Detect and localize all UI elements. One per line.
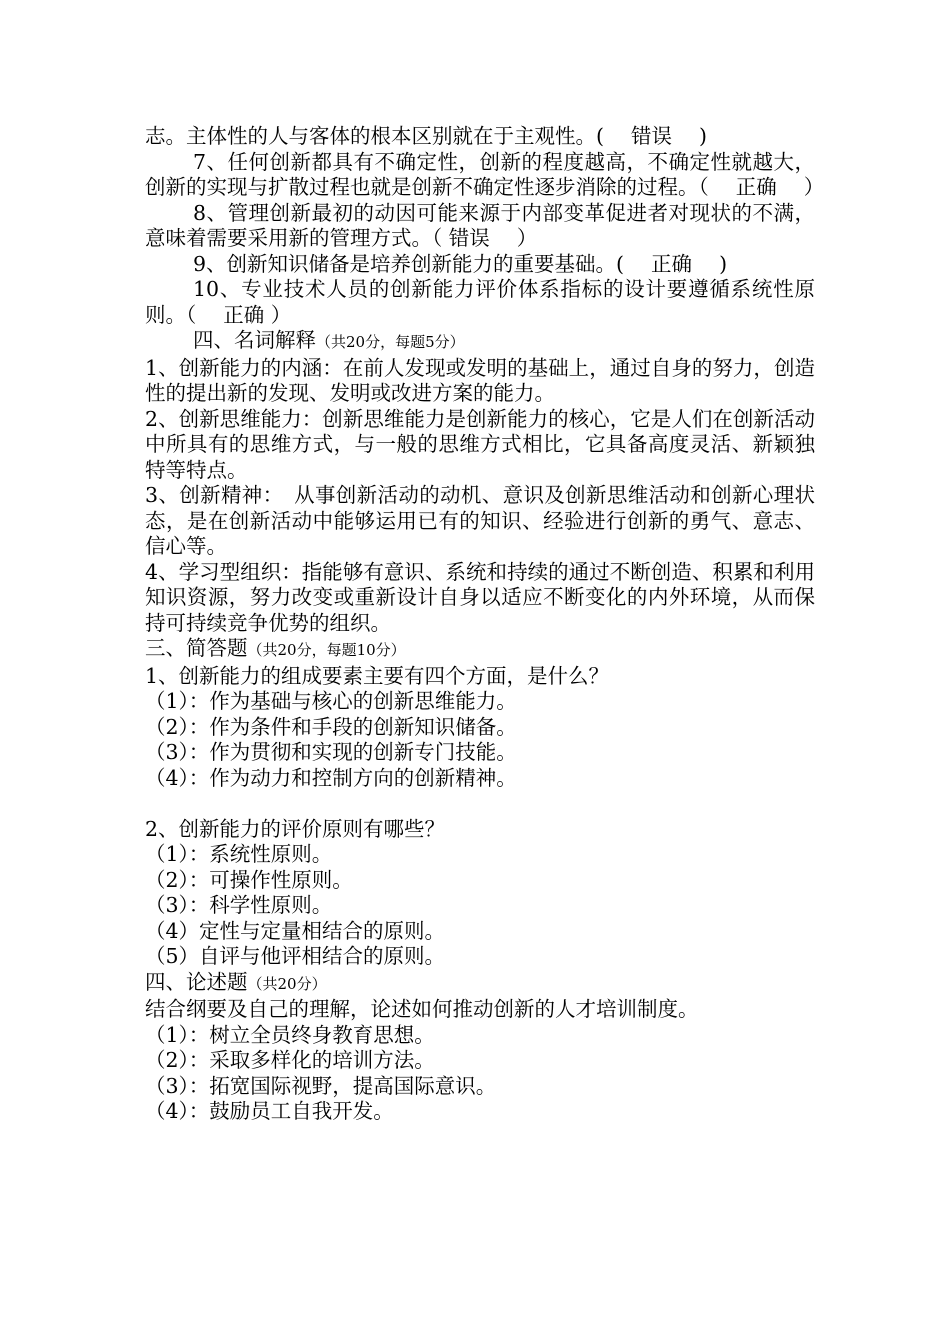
short-q2-answer-3: （3）：科学性原则。 xyxy=(145,893,333,917)
terms-heading-note: （共20分，每题5分） xyxy=(316,333,465,351)
essay-question: 结合纲要及自己的理解，论述如何推动创新的人才培训制度。 xyxy=(145,997,699,1021)
short-question-1: 1、创新能力的组成要素主要有四个方面，是什么？ xyxy=(145,663,610,688)
essay-answer-4: （4）：鼓励员工自我开发。 xyxy=(145,1099,394,1123)
blank-spacer xyxy=(145,791,815,817)
judgment-item-8: 8、管理创新最初的动因可能来源于内部变革促进者对现状的不满，意味着需要采用新的管理方式。（ 错误 ） xyxy=(145,200,815,250)
essay-heading-note: （共20分） xyxy=(247,974,327,993)
term-item-4: 4、学习型组织：指能够有意识、系统和持续的通过不断创造、积累和利用知识资源，努力改变或重新设计自身以适应不断变化的内外环境，从而保持可持续竞争优势的组织。 xyxy=(145,559,815,635)
essay-answer-1: （1）：树立全员终身教育思想。 xyxy=(145,1022,435,1047)
essay-answer-3: （3）：拓宽国际视野，提高国际意识。 xyxy=(145,1073,497,1098)
terms-heading-main: 四、名词解释 xyxy=(193,328,316,352)
term-item-1: 1、创新能力的内涵：在前人发现或发明的基础上，通过自身的努力，创造性的提出新的发现、发明或改进方案的能力。 xyxy=(145,355,815,405)
short-heading-note: （共20分，每题10分） xyxy=(247,641,406,659)
judgment-item-9: 9、创新知识储备是培养创新能力的重要基础。( 正确 ) xyxy=(193,251,728,276)
short-answer-section-heading xyxy=(145,636,815,664)
short-q1-answer-4: （4）：作为动力和控制方向的创新精神。 xyxy=(145,765,517,790)
term-item-2: 2、创新思维能力：创新思维能力是创新能力的核心，它是人们在创新活动中所具有的思维方式，与一般的思维方式相比，它具备高度灵活、新颖独特等特点。 xyxy=(145,406,815,482)
judgment-item-7: 7、任何创新都具有不确定性，创新的程度越高，不确定性就越大，创新的实现与扩散过程也就是创新不确定性逐步消除的过程。（ 正确 ） xyxy=(145,149,825,199)
short-q2-answer-5: （5）自评与他评相结合的原则。 xyxy=(145,944,446,968)
short-question-2: 2、创新能力的评价原则有哪些？ xyxy=(145,816,446,841)
essay-answer-2: （2）：采取多样化的培训方法。 xyxy=(145,1048,435,1072)
terms-section-heading xyxy=(145,328,815,356)
judgment-item-6-tail: 志。主体性的人与客体的根本区别就在于主观性。( 错误 ) xyxy=(145,124,708,148)
short-q2-answer-1: （1）：系统性原则。 xyxy=(145,842,333,866)
term-item-3: 3、创新精神： 从事创新活动的动机、意识及创新思维活动和创新心理状态，是在创新活动中能够运用已有的知识、经验进行创新的勇气、意志、信心等。 xyxy=(145,483,815,558)
essay-section-heading xyxy=(145,970,815,998)
short-q1-answer-2: （2）：作为条件和手段的创新知识储备。 xyxy=(145,714,517,739)
judgment-item-10: 10、专业技术人员的创新能力评价体系指标的设计要遵循系统性原则。（ 正确 ） xyxy=(145,277,815,327)
short-q2-answer-2: （2）：可操作性原则。 xyxy=(145,867,353,892)
essay-heading-main: 四、论述题 xyxy=(145,969,248,994)
document-body xyxy=(145,124,825,1125)
short-q1-answer-3: （3）：作为贯彻和实现的创新专门技能。 xyxy=(145,740,517,764)
short-heading-main: 三、简答题 xyxy=(145,636,248,660)
short-q1-answer-1: （1）：作为基础与核心的创新思维能力。 xyxy=(145,689,517,713)
short-q2-answer-4: （4）定性与定量相结合的原则。 xyxy=(145,918,446,943)
